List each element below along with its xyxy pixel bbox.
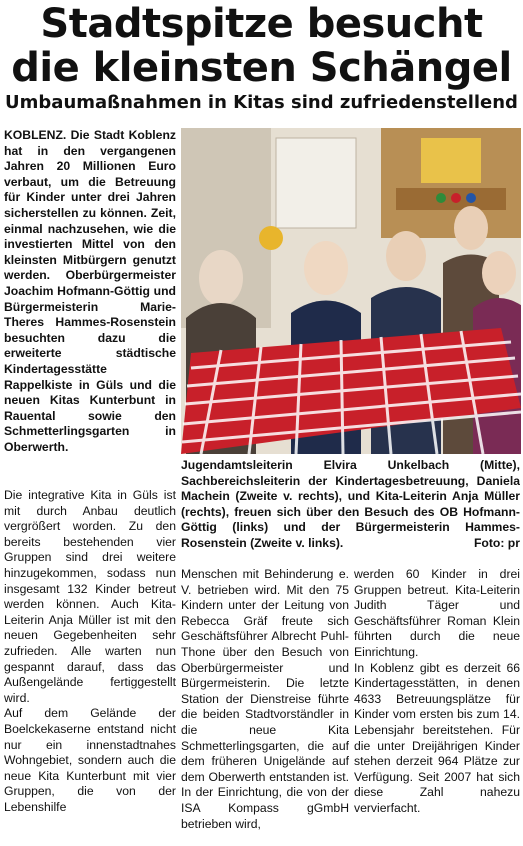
column-3-paragraph-1: werden 60 Kinder in drei Gruppen betreut. Kita-Leiterin Judith Täger und Geschäftsführer Roman Klein führten durch die neue Einrichtung. [354, 567, 520, 659]
column-3-paragraph-2: In Koblenz gibt es derzeit 66 Kindertagesstätten, in denen 4633 Betreuungsplätze für Kinder vom ersten bis zum 14. Lebensjahr bereitstehen. Für die unter Dreijährigen Kinder stehen derzeit 964 Plätze zur Verfügung. Seit 2007 hat sich diese Zahl nahezu vervierfacht. [354, 660, 520, 815]
column-1-paragraph-2: Auf dem Gelände der Boelckekaserne entstand nicht nur ein innenstadtnahes Wohngebiet, sondern auch die neue Kita Kunterbunt mit vier Gruppen, die von der Lebenshilfe [4, 706, 176, 814]
article-lead [4, 128, 176, 468]
caption-text: Jugendamtsleiterin Elvira Unkelbach (Mitte), Sachbereichsleiterin der Kindertagesbetreuung, Daniela Machein (Zweite v. rechts), und Kita-Leiterin Anja Müller (rechts), freuen sich über den Besuch des OB Hofmann-Göttig (links) und der Bürgermeisterin Hammes-Rosenstein (Zweite v. links). [181, 458, 520, 550]
article-column-2 [181, 567, 349, 844]
photo-caption [181, 458, 520, 562]
article-column-1 [4, 488, 176, 844]
headline-line-2: die kleinsten Schängel [11, 45, 512, 91]
photo-illustration [181, 128, 521, 454]
headline-line-1: Stadtspitze besucht [40, 1, 483, 47]
photo-credit: Foto: pr [473, 535, 520, 550]
lead-paragraph: KOBLENZ. Die Stadt Koblenz hat in den vergangenen Jahren 20 Millionen Euro verbaut, um die Betreuung für Kinder unter drei Jahren sicherstellen zu können. Zeit, einmal nachzusehen, wie die investierten Mittel von den kleinsten Mitbürgern genutzt werden. Oberbürgermeister Joachim Hofmann-Göttig und Bürgermeisterin Marie-Theres Hammes-Rosenstein besuchten dazu die erweiterte städtische Kindertagesstätte Rappelkiste in Güls und die neuen Kitas Kunterbunt in Rauental sowie den Schmetterlingsgarten in Oberwerth. [4, 128, 176, 454]
article-subheadline: Umbaumaßnahmen in Kitas sind zufriedenstellend [5, 92, 518, 113]
article-column-3 [354, 567, 520, 844]
article-photo [181, 128, 521, 454]
column-1-paragraph-1: Die integrative Kita in Güls ist mit durch Anbau deutlich vergrößert worden. Zu den bereits bestehenden vier Gruppen sind drei weitere hinzugekommen, sodass nun insgesamt 132 Kinder betreut werden können. Auch Kita-Leiterin Anja Müller ist mit den neuen Gegebenheiten sehr zufrieden. Alle warten nun gespannt darauf, dass das Außengelände fertiggestellt wird. [4, 488, 176, 705]
column-2-paragraph-1: Menschen mit Behinderung e. V. betrieben wird. Mit den 75 Kindern unter der Leitung von Rebecca Gräf freute sich Geschäftsführer Albrecht Puhl-Thone über den Besuch von Oberbürgermeister und Bürgermeisterin. Die letzte Station der Dienstreise führte die beiden Stadtvorständler in die neue Kita Schmetterlingsgarten, die auf dem früheren Unigelände auf dem Oberwerth entstanden ist. In der Einrichtung, die von der ISA Kompass gGmbH betrieben wird, [181, 567, 349, 831]
article-headline [0, 2, 523, 90]
